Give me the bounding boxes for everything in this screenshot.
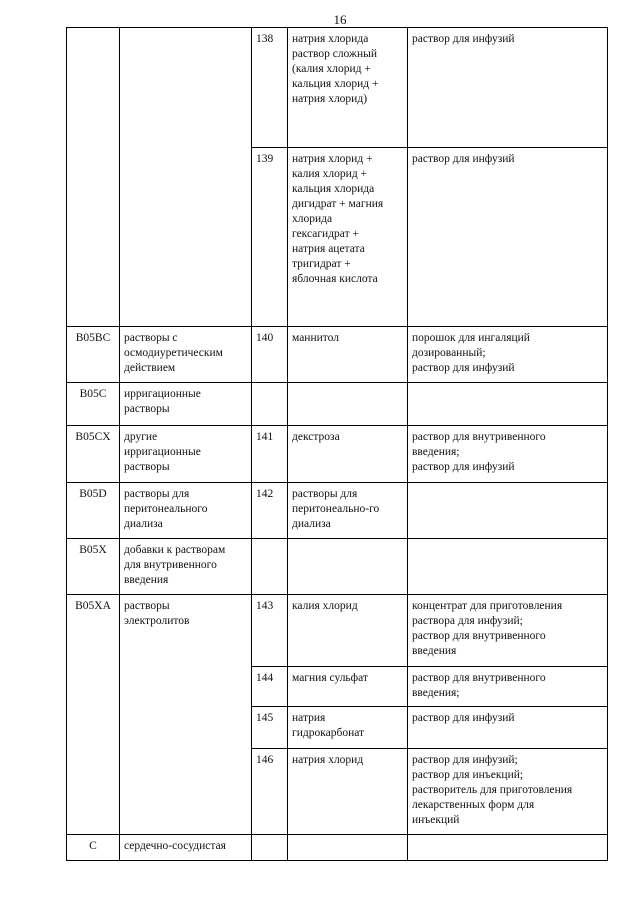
- item-number: 145: [252, 707, 288, 749]
- dosage-form: раствор для внутривенного введения; раствор для инфузий: [408, 426, 608, 483]
- table-row: [67, 28, 608, 148]
- atc-code: C: [67, 835, 120, 861]
- atc-code: B05D: [67, 483, 120, 539]
- item-number: 143: [252, 595, 288, 667]
- drug-name: натрия гидрокарбонат: [288, 707, 408, 749]
- dosage-form: [408, 835, 608, 861]
- atc-code: B05BC: [67, 327, 120, 383]
- table-row: [67, 327, 608, 383]
- drug-name: натрия хлорид: [288, 749, 408, 835]
- dosage-form: [408, 483, 608, 539]
- drug-name: [288, 539, 408, 595]
- atc-code: B05C: [67, 383, 120, 426]
- drug-name: натрия хлорида раствор сложный (калия хлорид + кальция хлорид + натрия хлорид): [288, 28, 408, 148]
- table-row: [67, 835, 608, 861]
- table-row: [67, 426, 608, 483]
- group-name: растворы для перитонеального диализа: [120, 483, 252, 539]
- item-number: 142: [252, 483, 288, 539]
- drug-name: растворы для перитонеально-го диализа: [288, 483, 408, 539]
- dosage-form: раствор для внутривенного введения;: [408, 667, 608, 707]
- table-row: [67, 539, 608, 595]
- item-number: 140: [252, 327, 288, 383]
- drug-name: натрия хлорид + калия хлорид + кальция хлорида дигидрат + магния хлорида гексагидрат + натрия ацетата тригидрат + яблочная кислота: [288, 148, 408, 327]
- table-row: [67, 483, 608, 539]
- group-name: растворы электролитов: [120, 595, 252, 835]
- group-name: добавки к растворам для внутривенного введения: [120, 539, 252, 595]
- atc-code: B05X: [67, 539, 120, 595]
- drug-table: [66, 27, 608, 861]
- dosage-form: раствор для инфузий: [408, 707, 608, 749]
- drug-name: [288, 835, 408, 861]
- item-number: [252, 835, 288, 861]
- atc-code-cell: [67, 28, 120, 327]
- dosage-form: раствор для инфузий: [408, 28, 608, 148]
- item-number: 144: [252, 667, 288, 707]
- group-name: сердечно-сосудистая: [120, 835, 252, 861]
- drug-name: маннитол: [288, 327, 408, 383]
- item-number: [252, 539, 288, 595]
- dosage-form: порошок для ингаляций дозированный; раствор для инфузий: [408, 327, 608, 383]
- dosage-form: раствор для инфузий: [408, 148, 608, 327]
- drug-name: калия хлорид: [288, 595, 408, 667]
- dosage-form: [408, 539, 608, 595]
- dosage-form: раствор для инфузий; раствор для инъекций; растворитель для приготовления лекарственных форм для инъекций: [408, 749, 608, 835]
- group-name: растворы с осмодиуретическим действием: [120, 327, 252, 383]
- group-name: другие ирригационные растворы: [120, 426, 252, 483]
- dosage-form: концентрат для приготовления раствора для инфузий; раствор для внутривенного введения: [408, 595, 608, 667]
- drug-name: [288, 383, 408, 426]
- item-number: 141: [252, 426, 288, 483]
- table-row: [67, 595, 608, 667]
- item-number: 138: [252, 28, 288, 148]
- item-number: 146: [252, 749, 288, 835]
- page-number: 16: [333, 12, 347, 27]
- drug-name: магния сульфат: [288, 667, 408, 707]
- group-name: ирригационные растворы: [120, 383, 252, 426]
- atc-code: B05CX: [67, 426, 120, 483]
- group-cell: [120, 28, 252, 327]
- dosage-form: [408, 383, 608, 426]
- atc-code: B05XA: [67, 595, 120, 835]
- item-number: [252, 383, 288, 426]
- item-number: 139: [252, 148, 288, 327]
- drug-name: декстроза: [288, 426, 408, 483]
- table-row: [67, 383, 608, 426]
